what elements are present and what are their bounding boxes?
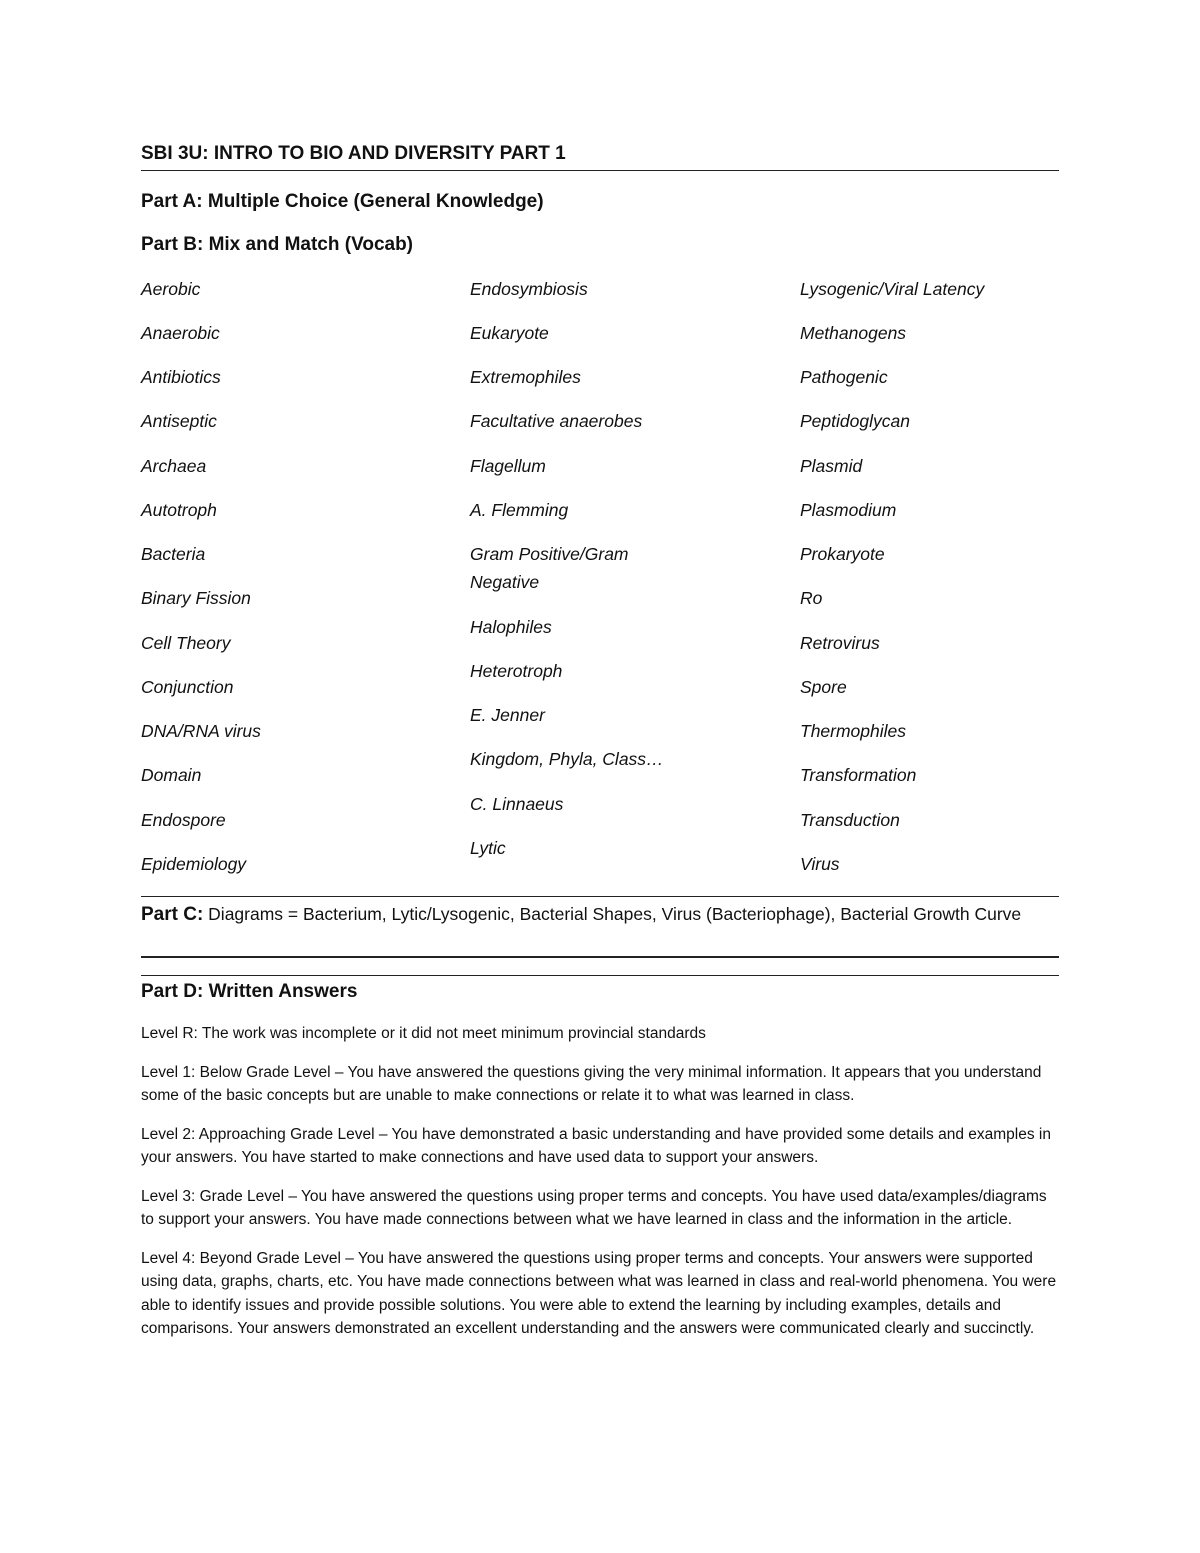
level-text: Approaching Grade Level – You have demonstrated a basic understanding and have provided some details and examples in your answers. You have started to make connections and have used data to support your answers. bbox=[141, 1125, 1051, 1166]
part-c-top-divider bbox=[141, 896, 1059, 897]
vocab-term: Negative bbox=[470, 572, 540, 592]
vocab-term: Antibiotics bbox=[141, 367, 221, 387]
vocab-term: Archaea bbox=[141, 456, 207, 476]
rubric-level bbox=[141, 1185, 1059, 1232]
vocab-term: Plasmodium bbox=[800, 500, 897, 520]
rubric-level bbox=[141, 1123, 1059, 1170]
vocab-term: Flagellum bbox=[470, 456, 546, 476]
vocab-term: Endospore bbox=[141, 810, 226, 830]
vocab-term: Transduction bbox=[800, 810, 900, 830]
part-b-heading: Part B: Mix and Match (Vocab) bbox=[141, 234, 414, 255]
vocab-term: A. Flemming bbox=[470, 500, 569, 520]
part-c-bottom-divider bbox=[141, 956, 1059, 958]
vocab-term: Halophiles bbox=[470, 617, 552, 637]
vocab-term: Facultative anaerobes bbox=[470, 411, 643, 431]
vocab-term: Kingdom, Phyla, Class… bbox=[470, 749, 664, 769]
vocab-term: Autotroph bbox=[141, 500, 217, 520]
vocab-term: Anaerobic bbox=[141, 323, 220, 343]
part-d-heading: Part D: Written Answers bbox=[141, 981, 358, 1002]
vocab-term: Bacteria bbox=[141, 544, 206, 564]
vocab-term: Binary Fission bbox=[141, 588, 251, 608]
level-text: The work was incomplete or it did not meet minimum provincial standards bbox=[201, 1025, 706, 1042]
vocab-term: Thermophiles bbox=[800, 721, 907, 741]
vocab-term: Aerobic bbox=[141, 279, 201, 299]
vocab-term: Virus bbox=[800, 854, 840, 874]
vocab-term: Extremophiles bbox=[470, 367, 581, 387]
level-label: Level 4: bbox=[141, 1249, 196, 1267]
vocab-term: Methanogens bbox=[800, 323, 907, 343]
vocab-term: Heterotroph bbox=[470, 661, 563, 681]
vocab-term: Conjunction bbox=[141, 677, 234, 697]
vocab-term: Eukaryote bbox=[470, 323, 549, 343]
vocab-term: Peptidoglycan bbox=[800, 411, 910, 431]
rubric-level bbox=[141, 1022, 1059, 1046]
vocab-term: Plasmid bbox=[800, 456, 863, 476]
vocab-term: Endosymbiosis bbox=[470, 279, 588, 299]
level-label: Level 2: bbox=[141, 1125, 196, 1143]
vocab-term: Domain bbox=[141, 765, 202, 785]
vocab-term: Ro bbox=[800, 588, 823, 608]
document-title: SBI 3U: INTRO TO BIO AND DIVERSITY PART 1 bbox=[141, 143, 566, 164]
vocab-term: Lysogenic/Viral Latency bbox=[800, 279, 985, 299]
level-label: Level 3: bbox=[141, 1187, 196, 1205]
level-label: Level 1: bbox=[141, 1063, 196, 1081]
part-a-heading: Part A: Multiple Choice (General Knowledge) bbox=[141, 191, 544, 212]
vocab-term: Retrovirus bbox=[800, 633, 880, 653]
vocab-term: Lytic bbox=[470, 838, 506, 858]
vocab-term: C. Linnaeus bbox=[470, 794, 564, 814]
level-text: Below Grade Level – You have answered the questions giving the very minimal information. It appears that you understand some of the basic concepts but are unable to make connections or relate it to what was learned in class. bbox=[141, 1063, 1042, 1104]
vocab-term: Antiseptic bbox=[141, 411, 217, 431]
vocab-term: Cell Theory bbox=[141, 633, 231, 653]
title-divider bbox=[141, 170, 1059, 171]
vocab-term: Epidemiology bbox=[141, 854, 247, 874]
level-label: Level R: bbox=[141, 1025, 198, 1042]
part-c-label: Part C: bbox=[141, 904, 204, 925]
vocab-term: Transformation bbox=[800, 765, 917, 785]
part-c-text: Diagrams = Bacterium, Lytic/Lysogenic, Bacterial Shapes, Virus (Bacteriophage), Bacterial Growth Curve bbox=[208, 904, 1022, 924]
vocab-term: Gram Positive/Gram bbox=[470, 544, 629, 564]
level-text: Beyond Grade Level – You have answered the questions using proper terms and concepts. Your answers were supported using data, graphs, charts, etc. You have made connections between what was learned in class and real-world phenomena. You were able to identify issues and provide possible solutions. You were able to extend the learning by including examples, details and comparisons. Your answers demonstrated an excellent understanding and the answers were communicated clearly and succinctly. bbox=[141, 1249, 1057, 1337]
vocab-term: E. Jenner bbox=[470, 705, 545, 725]
part-c-section bbox=[141, 900, 1059, 929]
rubric-levels bbox=[141, 1022, 1059, 1356]
vocab-term: Pathogenic bbox=[800, 367, 888, 387]
rubric-level bbox=[141, 1061, 1059, 1108]
rubric-level bbox=[141, 1247, 1059, 1341]
vocab-term: Prokaryote bbox=[800, 544, 885, 564]
document-page bbox=[141, 0, 1059, 1553]
part-d-top-divider bbox=[141, 975, 1059, 976]
level-text: Grade Level – You have answered the questions using proper terms and concepts. You have used data/examples/diagrams to support your answers. You have made connections between what we have learned in class and the information in the article. bbox=[141, 1187, 1047, 1228]
vocab-term: Spore bbox=[800, 677, 847, 697]
vocab-term: DNA/RNA virus bbox=[141, 721, 261, 741]
